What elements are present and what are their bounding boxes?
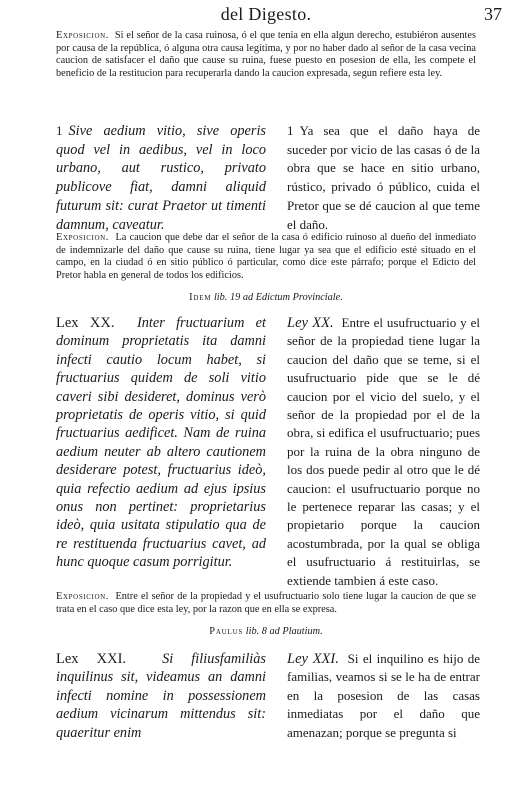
attribution-author: Paulus — [209, 626, 244, 637]
attribution-author: Idem — [189, 292, 212, 303]
exposicion-note-3 — [56, 591, 476, 616]
attribution-source: lib. 19 ad Edictum Provinciale. — [213, 292, 343, 303]
spanish-text: Si el inquilino es hijo de familias, veamos si se le ha de entrar en la posesion de las casas inmediatas por el daño que amenazan; porque se pregunta si — [287, 651, 481, 740]
latin-text: Sive aedium vitio, sive operis quod vel in aedibus, vel in loco urbano, aut rustico, privato publicove fiat, damni aliquid futurum sit: curat Praetor ut timenti damnum, caveatur. — [56, 123, 266, 233]
law-label: Ley XX. — [287, 315, 334, 331]
law-number: 1 — [56, 123, 63, 138]
law-label: Lex XX. — [56, 315, 115, 331]
law-21-spanish — [287, 650, 480, 742]
exposicion-text: Si el señor de la casa ruinosa, ó el que tenia en ella algun derecho, estubiéron ausentes por causa de la república, ó alguna otra causa legítima, y por no haber dado al señor de la casa vecina caucion de satisfacer el daño que cause su ruina, fuese puesto en posesion de ella, les compete el beneficio de la restitucion para recuperarla dando la caucion expresada, segun refiere esta ley. — [56, 30, 476, 79]
latin-text: Inter fructuarium et dominum proprietatis ita damni infecti cautio locum habet, si fructuarius quidem de soli vitio caveri sibi desideret, dominus verò proprietatis de operis vitio, si quid fructuarius aedificet. Nam de ruina aedium neuter ab altero cautionem desiderare potest, fructuarius ideò, quia refectio aedium ad ejus ipsius onus non pertinet: proprietarius ideò, quia usitata stipulatio qua de re restituenda fructuarius cavet, ad hunc quoque casum porrigitur. — [56, 315, 266, 571]
law-20-latin — [56, 314, 266, 572]
source-attribution-1 — [0, 292, 532, 303]
law-20-spanish — [287, 314, 480, 590]
page-header — [0, 2, 532, 28]
attribution-source: lib. 8 ad Plautium. — [245, 626, 323, 637]
law-21-latin — [56, 650, 266, 742]
law-number: 1 — [287, 123, 294, 138]
exposicion-label: Exposicion. — [56, 30, 109, 41]
running-head: del Digesto. — [220, 4, 312, 24]
exposicion-text: La caucion que debe dar el señor de la casa ó edificio ruinoso al dueño del inmediato de indemnizarle del daño que cause su ruina, tiene lugar ya sea que el edificio esté situado en el campo, en la ciudad ó en sitio público ó particular, como dice este párrafo; porque el Edicto del Pretor habla en general de todos los edificios. — [56, 232, 476, 281]
page-number: 37 — [484, 4, 502, 24]
spanish-text: Ya sea que el daño haya de suceder por vicio de las casas ó de la obra que se hace en sitio urbano, rústico, privado ó público, cuida el Pretor que se dé caucion al que teme el daño. — [287, 123, 480, 232]
exposicion-label: Exposicion. — [56, 591, 109, 602]
law-label: Ley XXI. — [287, 651, 339, 667]
law-label: Lex XXI. — [56, 651, 127, 667]
exposicion-note-2 — [56, 232, 476, 282]
exposicion-text: Entre el señor de la propiedad y el usufructuario solo tiene lugar la caucion de que se trata en el caso que dice esta ley, por la razon que en ella se expresa. — [56, 591, 477, 615]
law-1-latin — [56, 122, 266, 234]
source-attribution-2 — [0, 626, 532, 637]
exposicion-label: Exposicion. — [56, 232, 109, 243]
spanish-text: Entre el usufructuario y el señor de la propiedad tiene lugar la caucion del daño que se teme, si el usufructuario pide que se le dé caucion por el vicio del suelo, y el señor de la propiedad por el de la obra, si edifica el usufructuario; pues por la ruina de la obra ninguno de los dos puede pedir al otro que le dé caucion: el usufructuario porque no le pertenece reparar las casas; y el propietario porque la caucion acostumbrada, por la qual se obliga el usufructuario á restituirlas, se extiende tambien á este caso. — [287, 315, 481, 588]
exposicion-note-1 — [56, 30, 476, 80]
latin-text: Si filiusfamiliàs inquilinus sit, videamus an damni infecti nomine in possessionem aedium vicinarum mittendus sit: quaeritur enim — [56, 651, 266, 741]
law-1-spanish — [287, 122, 480, 234]
